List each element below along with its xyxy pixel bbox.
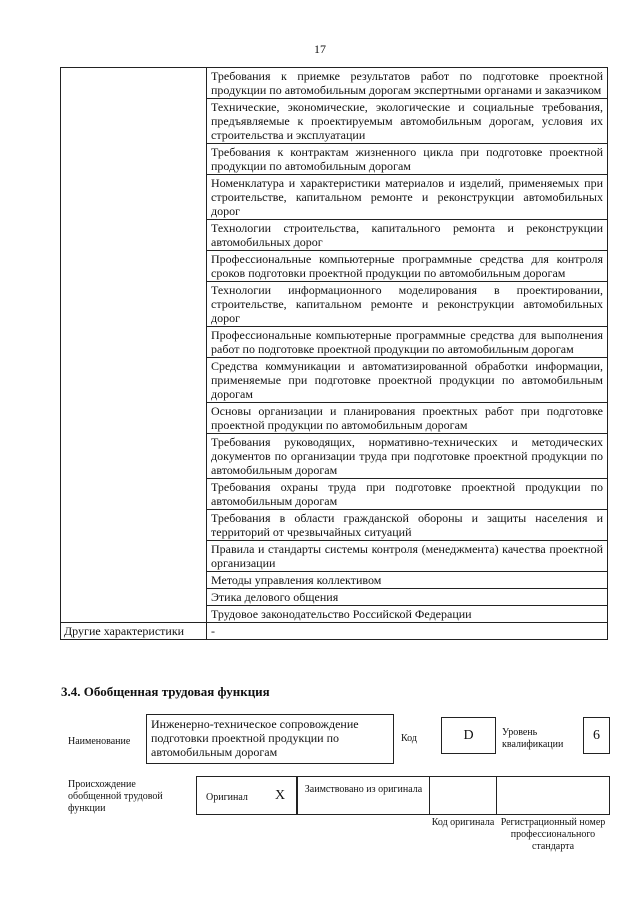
knowledge-item: Требования к контрактам жизненного цикла при подготовке проектной продукции по автомобильным дорогам [207,144,608,175]
reg-number-cell [496,776,610,815]
table-row [61,623,608,640]
knowledge-item: Профессиональные компьютерные программные средства для выполнения работ по подготовке проектной продукции по автомобильным дорогам [207,327,608,358]
knowledge-table [60,67,608,640]
table-row [61,68,608,99]
code-original-label: Код оригинала [431,817,495,828]
knowledge-item: Правила и стандарты системы контроля (менеджмента) качества проектной организации [207,541,608,572]
origin-label: Происхождение обобщенной трудовой функции [68,779,163,814]
knowledge-item: Методы управления коллективом [207,572,608,589]
knowledge-item: Средства коммуникации и автоматизированной обработки информации, применяемые при подготовке проектной продукции по автомобильным дорогам [207,358,608,403]
other-characteristics-label: Другие характеристики [61,623,207,640]
borrowed-label: Заимствовано из оригинала [304,784,423,795]
knowledge-item: Основы организации и планирования проектных работ при подготовке проектной продукции по автомобильным дорогам [207,403,608,434]
code-label: Код [401,733,417,744]
knowledge-item: Профессиональные компьютерные программные средства для контроля сроков подготовки проектной продукции по автомобильным дорогам [207,251,608,282]
level-value: 6 [583,717,610,754]
knowledge-item: Требования к приемке результатов работ по подготовке проектной продукции по автомобильным дорогам экспертными органами и заказчиком [207,68,608,99]
knowledge-item: Требования в области гражданской обороны и защиты населения и территорий от чрезвычайных ситуаций [207,510,608,541]
section-title: 3.4. Обобщенная трудовая функция [61,684,270,699]
knowledge-item: Технические, экономические, экологические и социальные требования, предъявляемые к проектируемым автомобильным дорогам, условия их строительства и эксплуатации [207,99,608,144]
knowledge-item: Этика делового общения [207,589,608,606]
original-label: Оригинал [206,792,248,803]
reg-number-label: Регистрационный номер профессионального стандарта [500,817,606,852]
category-cell [61,68,207,623]
knowledge-item: Технологии строительства, капитального ремонта и реконструкции автомобильных дорог [207,220,608,251]
code-original-cell [429,776,497,815]
original-mark: X [274,788,286,803]
knowledge-item: Требования охраны труда при подготовке проектной продукции по автомобильным дорогам [207,479,608,510]
code-value: D [441,717,496,754]
knowledge-item: Номенклатура и характеристики материалов и изделий, применяемых при строительстве, капитальном ремонте и реконструкции автомобильных дорог [207,175,608,220]
page-number: 17 [314,42,326,56]
name-value: Инженерно-техническое сопровождение подготовки проектной продукции по автомобильным дорогам [146,714,394,764]
knowledge-item: Требования руководящих, нормативно-технических и методических документов по организации труда при подготовке проектной продукции по автомобильным дорогам [207,434,608,479]
knowledge-item: Технологии информационного моделирования в проектировании, строительстве, капитальном ремонте и реконструкции автомобильных дорог [207,282,608,327]
level-label: Уровень квалификации [502,727,564,750]
other-characteristics-value: - [207,623,608,640]
name-label: Наименование [68,736,131,747]
knowledge-item: Трудовое законодательство Российской Федерации [207,606,608,623]
